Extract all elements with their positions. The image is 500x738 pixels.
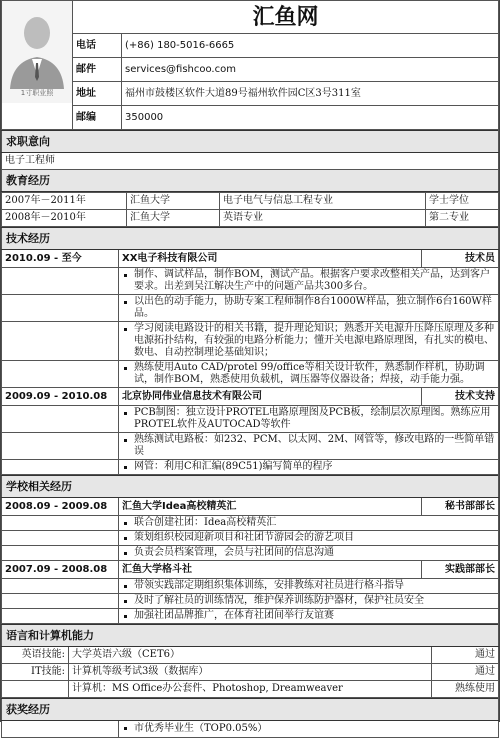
skill-status: 通过 [432,664,499,681]
org-period: 2008.09 - 2009.08 [2,498,119,516]
section-title-tech: 技术经历 [2,228,499,250]
edu-period: 2007年－2011年 [2,193,127,210]
job-item: 以出色的动手能力，协助专案工程师制作8台1000W样品，独立制作6台160W样品。 [119,295,499,322]
job-item: 网管：利用C和汇编(89C51)编写简单的程序 [119,460,499,475]
job-item: 熟练使用Auto CAD/protel 99/office等相关设计软件，熟悉制作样机，协助调试，制作BOM，熟悉使用负载机，调压器等仪器设备；焊接，动手能力强。 [119,361,499,388]
section-title-skills: 语言和计算机能力 [2,625,499,647]
job-item: PCB制图：独立设计PROTEL电路原理图及PCB板，绘制层次原理图。熟练应用PROTEL软件及AUTOCAD等软件 [119,406,499,433]
org-item: 联合创建社团：Idea高校精英汇 [119,516,499,531]
header-table [1,0,499,130]
address-label: 地址 [73,82,122,106]
org-item: 及时了解社员的训练情况，维护保养训练防护器材，保护社员安全 [119,594,499,609]
edu-degree: 第二专业 [426,210,499,227]
candidate-name: 汇鱼网 [73,1,499,34]
address-value: 福州市鼓楼区软件大道89号福州软件园C区3号311室 [122,82,499,106]
org-item: 策划组织校园迎新项目和社团节游园会的游艺项目 [119,531,499,546]
skill-row [2,647,499,664]
skills-table [1,624,499,698]
job-item: 制作、调试样品，制作BOM，测试产品。根据客户要求改整相关产品，达到客户要求。出差到吴江解决生产中的问题产品共300多台。 [119,268,499,295]
edu-major: 英语专业 [220,210,426,227]
skill-label [2,681,69,698]
award-blank [2,721,119,738]
photo-cell [2,1,73,130]
phone-value[interactable]: (+86) 180-5016-6665 [122,34,499,58]
job-role: 技术支持 [422,388,499,406]
org-item: 负责会员档案管理，会员与社团间的信息沟通 [119,546,499,561]
org-header [2,498,499,516]
section-title-education: 教育经历 [2,170,499,192]
education-row [2,193,499,210]
tech-table [1,227,499,475]
job-header [2,388,499,406]
job-role: 技术员 [422,250,499,268]
award-item: 市优秀毕业生（TOP0.05%） [119,721,499,738]
education-row [2,210,499,227]
edu-period: 2008年－2010年 [2,210,127,227]
email-label: 邮件 [73,58,122,82]
edu-school: 汇鱼大学 [127,193,220,210]
org-name: 汇鱼大学格斗社 [119,561,422,579]
section-title-objective: 求职意向 [2,131,499,153]
school-table [1,475,499,624]
org-role: 秘书部部长 [422,498,499,516]
education-table [1,192,499,227]
skill-row [2,664,499,681]
job-item: 学习阅读电路设计的相关书籍，提升理论知识；熟悉开关电源升压降压原理及多种电源拓扑结构，有较强的电路分析能力；懂开关电源电路原理图，有扎实的模电、数电、自动控制理论基础知识； [119,322,499,361]
edu-school: 汇鱼大学 [127,210,220,227]
zip-value: 350000 [122,106,499,130]
edu-major: 电子电气与信息工程专业 [220,193,426,210]
skill-label: IT技能: [2,664,69,681]
photo-placeholder [2,1,72,103]
job-header [2,250,499,268]
job-company: 北京协同伟业信息技术有限公司 [119,388,422,406]
edu-degree: 学士学位 [426,193,499,210]
org-role: 实践部部长 [422,561,499,579]
job-company: XX电子科技有限公司 [119,250,422,268]
org-item: 加强社团品牌推广，在体育社团间举行友谊赛 [119,609,499,624]
phone-label: 电话 [73,34,122,58]
org-name: 汇鱼大学Idea高校精英汇 [119,498,422,516]
objective-value: 电子工程师 [2,153,499,170]
section-title-awards: 获奖经历 [2,699,499,721]
org-header [2,561,499,579]
skill-label: 英语技能: [2,647,69,664]
org-period: 2007.09 - 2008.08 [2,561,119,579]
job-period: 2009.09 - 2010.08 [2,388,119,406]
awards-table [1,698,499,738]
org-item: 带领实践部定期组织集体训练，安排教练对社员进行格斗指导 [119,579,499,594]
photo-caption: 1寸职业照 [20,89,54,97]
section-title-school: 学校相关经历 [2,476,499,498]
objective-table [1,130,499,192]
email-value[interactable]: services@fishcoo.com [122,58,499,82]
skill-value: 计算机等级考试3级（数据库） [69,664,432,681]
skill-value: 计算机：MS Office办公套件、Photoshop, Dreamweaver [69,681,432,698]
zip-label: 邮编 [73,106,122,130]
skill-row [2,681,499,698]
skill-status: 熟练使用 [432,681,499,698]
skill-status: 通过 [432,647,499,664]
job-item: 熟练测试电路板：如232、PCM、以太网、2M、网管等，修改电路的一些简单错误 [119,433,499,460]
skill-value: 大学英语六级（CET6） [69,647,432,664]
job-period: 2010.09 - 至今 [2,250,119,268]
